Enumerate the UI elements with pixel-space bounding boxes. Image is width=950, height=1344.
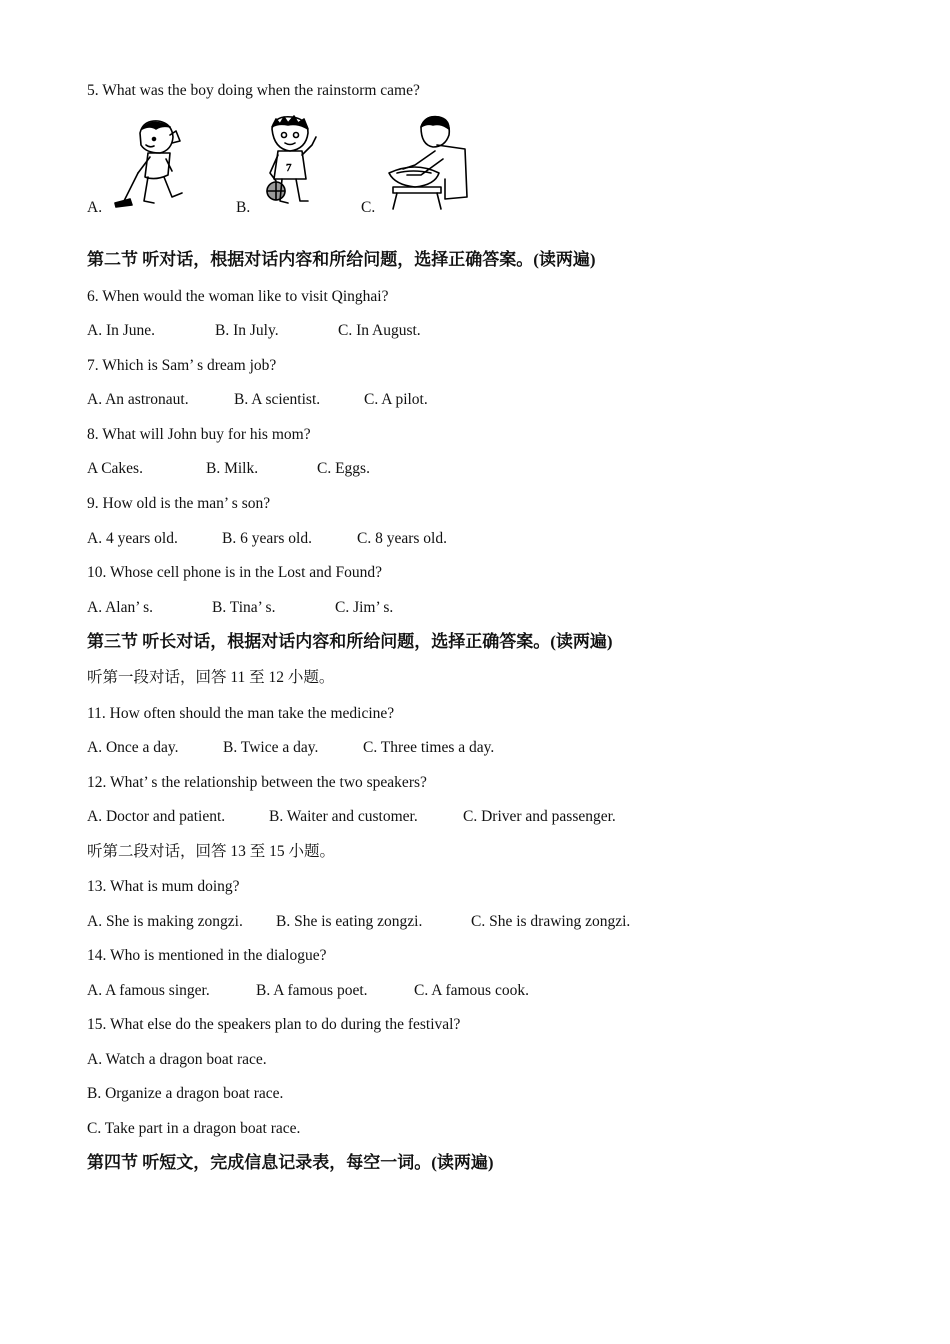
question-13: 13. What is mum doing? bbox=[87, 878, 240, 895]
question-15: 15. What else do the speakers plan to do during the festival? bbox=[87, 1016, 461, 1033]
options-11 bbox=[87, 738, 494, 758]
option-11b[interactable]: B. Twice a day. bbox=[223, 739, 319, 756]
option-12b[interactable]: B. Waiter and customer. bbox=[269, 808, 418, 825]
option-7b[interactable]: B. A scientist. bbox=[234, 391, 321, 408]
boy-basketball-picture bbox=[258, 115, 328, 210]
question-6: 6. When would the woman like to visit Qinghai? bbox=[87, 288, 389, 305]
question-8: 8. What will John buy for his mom? bbox=[87, 426, 311, 443]
option-8b[interactable]: B. Milk. bbox=[206, 460, 259, 477]
question-9: 9. How old is the man’ s son? bbox=[87, 495, 271, 512]
options-14 bbox=[87, 981, 529, 1001]
option-6c[interactable]: C. In August. bbox=[338, 322, 421, 339]
question-5: 5. What was the boy doing when the rainstorm came? bbox=[87, 82, 420, 99]
options-8 bbox=[87, 459, 370, 479]
dialogue-1-intro: 听第一段对话，回答 11 至 12 小题。 bbox=[87, 669, 335, 686]
option-15b[interactable]: B. Organize a dragon boat race. bbox=[87, 1085, 284, 1102]
section-2-heading: 第二节 听对话，根据对话内容和所给问题，选择正确答案。(读两遍) bbox=[87, 250, 596, 269]
option-13c[interactable]: C. She is drawing zongzi. bbox=[471, 913, 631, 930]
option-5c-label: C. bbox=[361, 199, 376, 216]
question-10: 10. Whose cell phone is in the Lost and Found? bbox=[87, 564, 383, 581]
boy-washing-picture bbox=[385, 113, 470, 211]
option-13a[interactable]: A. She is making zongzi. bbox=[87, 913, 243, 930]
option-15a[interactable]: A. Watch a dragon boat race. bbox=[87, 1051, 267, 1068]
option-10c[interactable]: C. Jim’ s. bbox=[335, 599, 394, 616]
option-9a[interactable]: A. 4 years old. bbox=[87, 530, 178, 547]
option-11c[interactable]: C. Three times a day. bbox=[363, 739, 495, 756]
option-14b[interactable]: B. A famous poet. bbox=[256, 982, 368, 999]
option-9c[interactable]: C. 8 years old. bbox=[357, 530, 447, 547]
section-4-heading: 第四节 听短文，完成信息记录表，每空一词。(读两遍) bbox=[87, 1153, 494, 1172]
option-8c[interactable]: C. Eggs. bbox=[317, 460, 370, 477]
svg-text:7: 7 bbox=[286, 162, 292, 174]
option-12a[interactable]: A. Doctor and patient. bbox=[87, 808, 226, 825]
options-12 bbox=[87, 807, 616, 827]
option-7c[interactable]: C. A pilot. bbox=[364, 391, 428, 408]
options-9 bbox=[87, 529, 447, 549]
option-9b[interactable]: B. 6 years old. bbox=[222, 530, 312, 547]
option-10b[interactable]: B. Tina’ s. bbox=[212, 599, 276, 616]
question-14: 14. Who is mentioned in the dialogue? bbox=[87, 947, 327, 964]
options-7 bbox=[87, 390, 428, 410]
boy-sweeping-picture bbox=[110, 115, 195, 210]
question-12: 12. What’ s the relationship between the two speakers? bbox=[87, 774, 427, 791]
option-14a[interactable]: A. A famous singer. bbox=[87, 982, 210, 999]
option-11a[interactable]: A. Once a day. bbox=[87, 739, 179, 756]
option-8a[interactable]: A Cakes. bbox=[87, 460, 143, 477]
option-6b[interactable]: B. In July. bbox=[215, 322, 279, 339]
option-14c[interactable]: C. A famous cook. bbox=[414, 982, 529, 999]
section-3-heading: 第三节 听长对话，根据对话内容和所给问题，选择正确答案。(读两遍) bbox=[87, 632, 613, 651]
option-10a[interactable]: A. Alan’ s. bbox=[87, 599, 154, 616]
option-5b-label: B. bbox=[236, 199, 251, 216]
options-13 bbox=[87, 912, 630, 932]
question-7: 7. Which is Sam’ s dream job? bbox=[87, 357, 277, 374]
option-13b[interactable]: B. She is eating zongzi. bbox=[276, 913, 423, 930]
options-10 bbox=[87, 598, 393, 618]
question-11: 11. How often should the man take the medicine? bbox=[87, 705, 395, 722]
option-12c[interactable]: C. Driver and passenger. bbox=[463, 808, 616, 825]
option-6a[interactable]: A. In June. bbox=[87, 322, 156, 339]
options-6 bbox=[87, 321, 421, 341]
option-15c[interactable]: C. Take part in a dragon boat race. bbox=[87, 1120, 301, 1137]
option-7a[interactable]: A. An astronaut. bbox=[87, 391, 189, 408]
dialogue-2-intro: 听第二段对话，回答 13 至 15 小题。 bbox=[87, 843, 336, 860]
option-5a-label: A. bbox=[87, 199, 103, 216]
